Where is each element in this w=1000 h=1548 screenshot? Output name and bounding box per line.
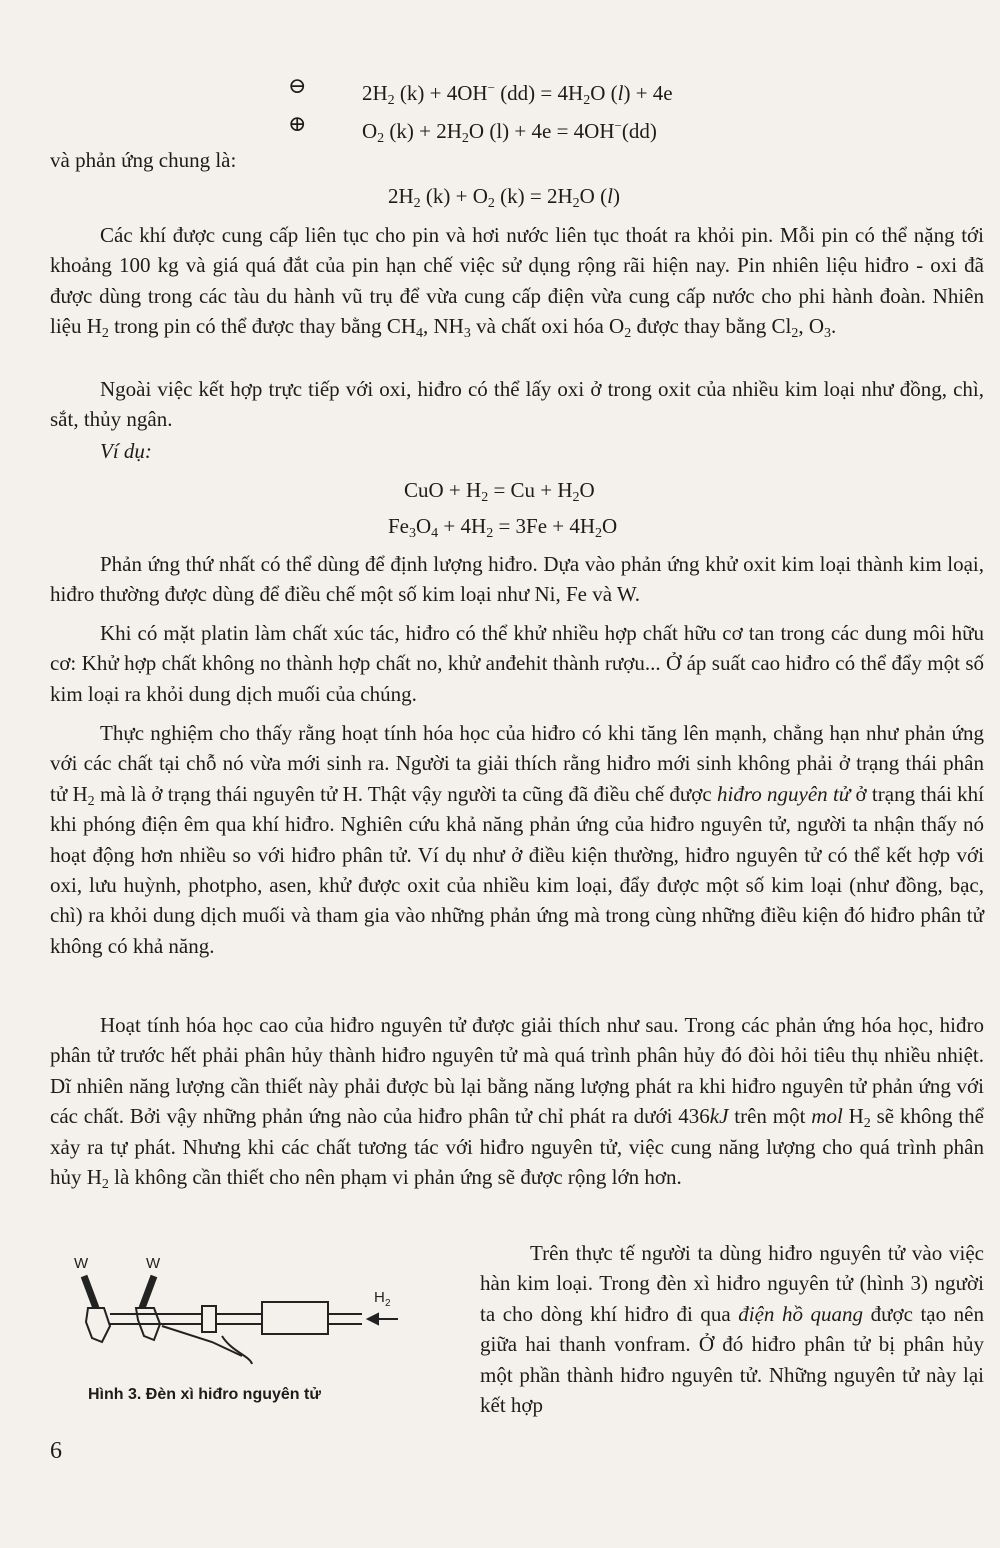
overall-reaction: $2H_2$ $(k) + O_2$ $(k) = 2H_2O$ (l) bbox=[388, 184, 620, 211]
figure-caption: Hình 3. Đèn xì hiđro nguyên tử bbox=[88, 1386, 321, 1403]
minus-electrode-icon: ⊖ bbox=[288, 73, 307, 98]
figure-label-h2-subscript: 2 bbox=[385, 1298, 391, 1309]
paragraph-reactivity: Hoạt tính hóa học cao của hiđro nguyên tử được giải thích như sau. Trong các phản ứng hóa học, hiđro phân tử trước hết phải phân hủy thành hiđro nguyên tử mà quá trình phân hủy đó đòi hỏi tiêu thụ nhiều nhiệt. Dĩ nhiên năng lượng cần thiết này phải được bù lại bằng năng lượng phát ra khi hiđro nguyên tử phản ứng với các chất. Bởi vậy những phản ứng nào của hiđro phân tử chỉ phát ra dưới 436kJ trên một mol $H_2$ sẽ không thể xảy ra tự phát. Nhưng khi các chất tương tác với hiđro nguyên tử, việc cung năng lượng cho quá trình phân hủy $H_2$ là không cần thiết cho nên phạm vi phản ứng sẽ được rộng lớn hơn. bbox=[50, 1013, 984, 1193]
paragraph-reduction: Phản ứng thứ nhất có thể dùng để định lượng hiđro. Dựa vào phản ứng khử oxit kim loại thành kim loại, hiđro thường được dùng để điều chế một số kim loại như Ni, Fe và W. bbox=[50, 552, 984, 607]
paragraph-welding: Trên thực tế người ta dùng hiđro nguyên tử vào việc hàn kim loại. Trong đèn xì hiđro nguyên tử (hình 3) người ta cho dòng khí hiđro đi qua điện hồ quang được tạo nên giữa hai thanh vonfram. Ở đó hiđro phân tử bị phân hủy một phần thành hiđro nguyên tử. Những nguyên tử này lại kết hợp bbox=[480, 1241, 984, 1418]
overall-intro: và phản ứng chung là: bbox=[50, 148, 237, 172]
example-label: Ví dụ: bbox=[100, 439, 152, 463]
cathode-reaction: $O_2$ $(k) + 2H_2O$ (l) + 4e = 4OH−(dd) bbox=[362, 118, 657, 146]
hydrogen-torch-figure bbox=[62, 1252, 402, 1372]
paragraph-fuel-cell: Các khí được cung cấp liên tục cho pin và hơi nước liên tục thoát ra khỏi pin. Mỗi pin có thể nặng tới khoảng 100 kg và giá quá đắt của pin hạn chế việc sử dụng rộng rãi hiện nay. Pin nhiên liệu hiđro - oxi đã được dùng trong các tàu du hành vũ trụ để vừa cung cấp điện vừa cung cấp nước cho phi hành đoàn. Nhiên liệu $H_2$ trong pin có thể được thay bằng $CH_4$, $NH_3$ và chất oxi hóa $O_2$ được thay bằng $Cl_2$, $O_3$. bbox=[50, 223, 984, 342]
example-reaction-cuo: CuO + $H_2 = Cu + H_2O$ bbox=[404, 478, 595, 505]
paragraph-platinum: Khi có mặt platin làm chất xúc tác, hiđro có thể khử nhiều hợp chất hữu cơ tan trong các dung môi hữu cơ: Khử hợp chất không no thành hợp chất no, khử anđehit thành rượu... Ở áp suất cao hiđro có thể đẩy một số kim loại ra khỏi dung dịch muối của chúng. bbox=[50, 621, 984, 706]
example-reaction-fe3o4: $Fe_3O_4 + 4H_2 = 3Fe + 4H_2O$ bbox=[388, 514, 618, 541]
page-number: 6 bbox=[50, 1438, 62, 1464]
figure-label-w2: W bbox=[146, 1255, 161, 1272]
figure-label-h2: H bbox=[374, 1289, 385, 1306]
paragraph-atomic-hydrogen: Thực nghiệm cho thấy rằng hoạt tính hóa học của hiđro có khi tăng lên mạnh, chẳng hạn như phản ứng với các chất tại chỗ nó vừa mới sinh ra. Người ta giải thích rằng hiđro mới sinh không phải ở trạng thái phân tử $H_2$ mà là ở trạng thái nguyên tử H. Thật vậy người ta cũng đã điều chế được hiđro nguyên tử ở trạng thái khí khi phóng điện êm qua khí hiđro. Nghiên cứu khả năng phản ứng của hiđro nguyên tử, người ta nhận thấy nó hoạt động hơn nhiều so với hiđro phân tử. Ví dụ như ở điều kiện thường, hiđro nguyên tử có thể kết hợp với oxi, lưu huỳnh, photpho, asen, khử được oxit của nhiều kim loại, đẩy được một số kim loại (như đồng, bạc, chì) ra khỏi dung dịch muối và tham gia vào những phản ứng mà trong cùng những điều kiện đó hiđro phân tử không có khả năng. bbox=[50, 721, 984, 958]
anode-reaction: $2H_2$ (k) + 4OH− $(dd) = 4H_2O$ (l) + 4e bbox=[362, 80, 673, 108]
plus-electrode-icon: ⊕ bbox=[288, 111, 307, 136]
figure-label-w1: W bbox=[74, 1255, 89, 1272]
paragraph-metal-oxides: Ngoài việc kết hợp trực tiếp với oxi, hiđro có thể lấy oxi ở trong oxit của nhiều kim loại như đồng, chì, sắt, thủy ngân. bbox=[50, 377, 984, 432]
